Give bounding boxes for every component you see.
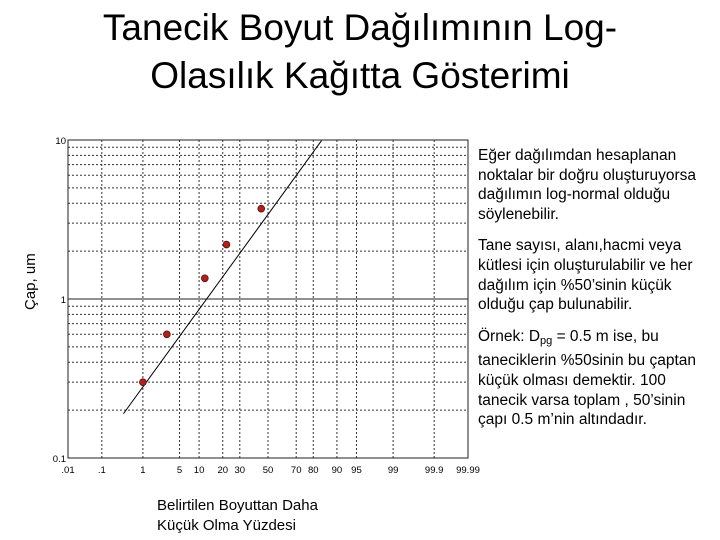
x-tick-label: 50 <box>262 465 274 476</box>
x-tick-label: 10 <box>193 465 205 476</box>
grid <box>68 140 468 458</box>
x-tick-label: .01 <box>61 465 75 476</box>
x-axis-label <box>157 496 318 536</box>
micro-symbol: m <box>537 411 551 429</box>
x-tick-label: 99 <box>387 465 399 476</box>
note-subscript: pg <box>540 334 553 347</box>
y-tick-label: 10 <box>55 136 66 147</box>
data-point <box>258 205 265 212</box>
x-tick-label: 5 <box>176 465 183 476</box>
y-tick-label: 0.1 <box>52 454 66 465</box>
x-tick-label: 30 <box>234 465 246 476</box>
x-tick-label: 90 <box>331 465 343 476</box>
note-paragraph-3 <box>478 327 718 430</box>
note-example-end: ’nin altındadır. <box>550 411 647 429</box>
x-axis-label-line-2: Küçük Olma Yüzdesi <box>157 517 296 534</box>
x-tick-label: 70 <box>290 465 302 476</box>
note-example-value: = 0.5 <box>552 327 596 345</box>
note-paragraph-2: Tane sayısı, alanı,hacmi veya kütlesi için oluşturulabilir ve her dağılım için %50’sinin küçük olduğu çap bulunabilir. <box>478 237 693 314</box>
title-line-2: Olasılık Kağıtta Gösterimi <box>150 55 570 96</box>
data-point <box>201 275 208 282</box>
x-tick-label: 80 <box>307 465 319 476</box>
x-tick-label: 20 <box>217 465 229 476</box>
x-tick-label: 99.9 <box>424 465 444 476</box>
x-tick-label: 1 <box>140 465 146 476</box>
micro-symbol: m <box>595 327 609 345</box>
y-tick-label: 1 <box>60 295 66 306</box>
note-example-body: ise, bu taneciklerin %50sinin bu çaptan küçük olması demektir. 100 tanecik varsa toplam , 50’sinin çapı 0.5 <box>478 327 696 429</box>
explanation-notes <box>478 146 718 442</box>
y-axis-label: Çap, um <box>22 253 39 310</box>
x-tick-label: 95 <box>351 465 362 476</box>
data-point <box>223 241 230 248</box>
data-point <box>163 331 170 338</box>
note-example-start: Örnek: D <box>478 327 541 345</box>
title-line-1: Tanecik Boyut Dağılımının Log- <box>102 7 618 48</box>
x-tick-label: 99.99 <box>456 465 480 476</box>
data-point <box>139 379 146 386</box>
note-paragraph-1: Eğer dağılımdan hesaplanan noktalar bir doğru oluşturuyorsa dağılımın log-normal olduğu söylenebilir. <box>478 147 696 223</box>
data-points <box>139 205 264 385</box>
x-tick-label: .1 <box>97 465 106 476</box>
x-axis-label-line-1: Belirtilen Boyuttan Daha <box>157 497 318 514</box>
